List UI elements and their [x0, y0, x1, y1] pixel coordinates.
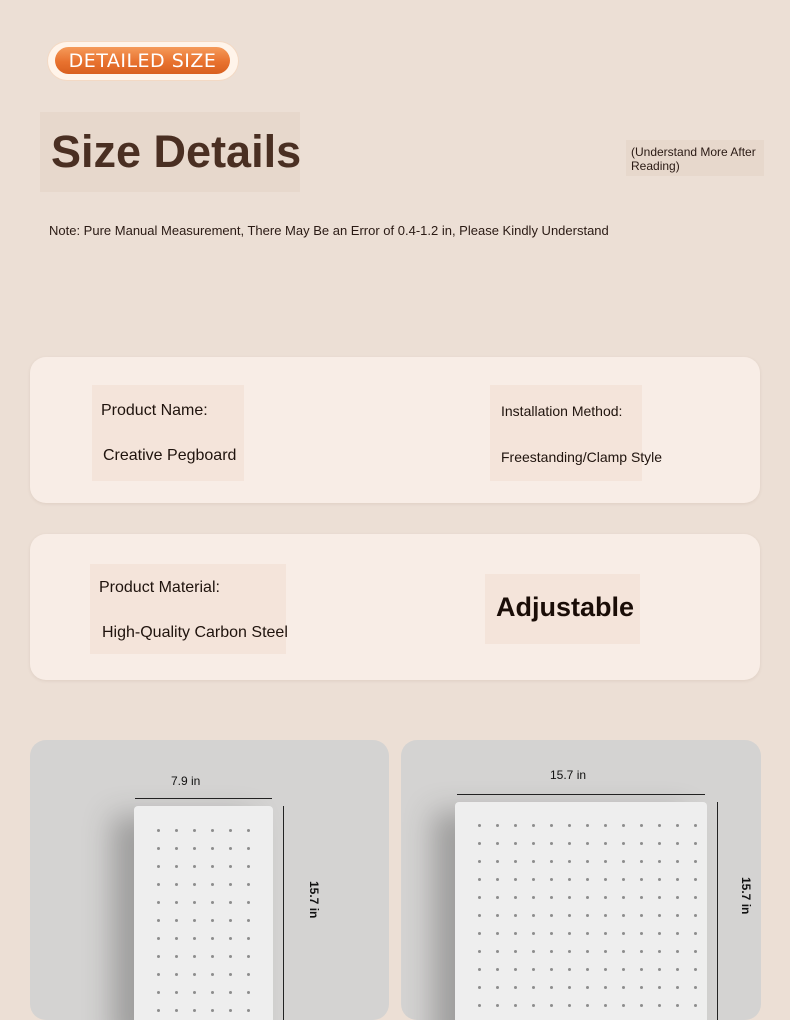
- info-card-name-installation: [30, 357, 760, 503]
- peg-hole: [229, 1009, 232, 1012]
- peg-hole: [568, 860, 571, 863]
- peg-hole: [478, 986, 481, 989]
- peg-hole: [550, 950, 553, 953]
- peg-hole: [694, 950, 697, 953]
- peg-hole: [622, 896, 625, 899]
- peg-hole: [676, 986, 679, 989]
- peg-hole: [532, 896, 535, 899]
- peg-hole: [532, 1004, 535, 1007]
- peg-hole: [640, 986, 643, 989]
- peg-hole: [175, 955, 178, 958]
- peg-hole: [247, 847, 250, 850]
- peg-hole: [175, 991, 178, 994]
- peg-hole: [676, 950, 679, 953]
- peg-hole: [694, 968, 697, 971]
- peg-hole: [694, 932, 697, 935]
- peg-hole: [157, 883, 160, 886]
- peg-hole: [193, 865, 196, 868]
- peg-hole: [640, 968, 643, 971]
- peg-hole: [514, 824, 517, 827]
- peg-hole: [658, 896, 661, 899]
- peg-hole: [658, 1004, 661, 1007]
- peg-hole: [604, 842, 607, 845]
- peg-hole: [211, 955, 214, 958]
- peg-hole: [193, 919, 196, 922]
- peg-hole: [694, 878, 697, 881]
- peg-hole: [211, 865, 214, 868]
- peg-hole: [247, 955, 250, 958]
- peg-hole: [193, 829, 196, 832]
- peg-hole: [658, 968, 661, 971]
- peg-hole: [514, 914, 517, 917]
- peg-hole: [676, 860, 679, 863]
- peg-hole: [586, 842, 589, 845]
- peg-hole: [694, 842, 697, 845]
- peg-hole: [229, 883, 232, 886]
- small-width-label: 7.9 in: [171, 774, 201, 788]
- large-height-label: 15.7 in: [739, 877, 753, 915]
- page-subtitle: (Understand More After Reading): [631, 145, 756, 173]
- peg-hole: [694, 986, 697, 989]
- installation-method-value: Freestanding/Clamp Style: [501, 449, 663, 465]
- peg-hole: [193, 991, 196, 994]
- peg-hole: [640, 860, 643, 863]
- adjustable-feature: Adjustable: [496, 592, 635, 622]
- peg-hole: [622, 824, 625, 827]
- peg-hole: [604, 932, 607, 935]
- small-width-line: [135, 798, 272, 799]
- peg-hole: [496, 914, 499, 917]
- peg-hole: [211, 847, 214, 850]
- peg-hole: [157, 901, 160, 904]
- peg-hole: [658, 878, 661, 881]
- small-height-line: [283, 806, 284, 1020]
- peg-hole: [229, 955, 232, 958]
- peg-hole: [229, 991, 232, 994]
- peg-hole: [568, 932, 571, 935]
- peg-hole: [478, 932, 481, 935]
- peg-hole: [247, 991, 250, 994]
- peg-hole: [247, 883, 250, 886]
- peg-hole: [676, 878, 679, 881]
- peg-hole: [211, 919, 214, 922]
- peg-hole: [532, 950, 535, 953]
- peg-hole: [478, 878, 481, 881]
- peg-hole: [604, 896, 607, 899]
- peg-hole: [247, 973, 250, 976]
- peg-hole: [496, 896, 499, 899]
- peg-hole: [550, 968, 553, 971]
- peg-hole: [550, 896, 553, 899]
- peg-hole: [586, 968, 589, 971]
- peg-hole: [211, 937, 214, 940]
- badge-label: DETAILED SIZE: [55, 47, 230, 74]
- peg-hole: [211, 1009, 214, 1012]
- peg-hole: [586, 950, 589, 953]
- peg-hole: [550, 1004, 553, 1007]
- info-card-material: [30, 534, 760, 680]
- peg-hole: [478, 950, 481, 953]
- peg-hole: [550, 860, 553, 863]
- peg-hole: [568, 824, 571, 827]
- peg-hole: [640, 1004, 643, 1007]
- large-width-label: 15.7 in: [550, 768, 587, 782]
- peg-hole: [568, 1004, 571, 1007]
- peg-hole: [229, 919, 232, 922]
- peg-hole: [676, 842, 679, 845]
- peg-hole: [157, 955, 160, 958]
- peg-hole: [211, 973, 214, 976]
- peg-hole: [496, 1004, 499, 1007]
- peg-hole: [640, 914, 643, 917]
- peg-hole: [157, 865, 160, 868]
- peg-hole: [568, 950, 571, 953]
- peg-hole: [496, 986, 499, 989]
- peg-hole: [478, 842, 481, 845]
- peg-hole: [478, 914, 481, 917]
- peg-hole: [550, 986, 553, 989]
- peg-hole: [622, 914, 625, 917]
- peg-hole: [175, 919, 178, 922]
- installation-method-label: Installation Method:: [501, 403, 623, 419]
- peg-hole: [532, 968, 535, 971]
- peg-hole: [211, 991, 214, 994]
- peg-hole: [514, 860, 517, 863]
- peg-hole: [193, 901, 196, 904]
- product-material-label: Product Material:: [99, 579, 220, 596]
- measurement-note: Note: Pure Manual Measurement, There May Be an Error of 0.4-1.2 in, Please Kindly Understand: [49, 223, 609, 238]
- peg-hole: [478, 824, 481, 827]
- peg-hole: [157, 973, 160, 976]
- peg-hole: [568, 968, 571, 971]
- peg-hole: [676, 824, 679, 827]
- peg-hole: [568, 914, 571, 917]
- peg-hole: [676, 896, 679, 899]
- peg-hole: [532, 932, 535, 935]
- peg-hole: [496, 968, 499, 971]
- peg-hole: [586, 1004, 589, 1007]
- peg-hole: [175, 937, 178, 940]
- peg-hole: [586, 896, 589, 899]
- peg-hole: [496, 860, 499, 863]
- peg-hole: [604, 968, 607, 971]
- peg-hole: [586, 878, 589, 881]
- peg-hole: [193, 955, 196, 958]
- peg-hole: [694, 896, 697, 899]
- peg-hole: [658, 950, 661, 953]
- peg-hole: [604, 1004, 607, 1007]
- peg-hole: [247, 1009, 250, 1012]
- peg-hole: [622, 950, 625, 953]
- peg-hole: [658, 860, 661, 863]
- peg-hole: [175, 865, 178, 868]
- peg-hole: [157, 937, 160, 940]
- peg-hole: [175, 1009, 178, 1012]
- peg-hole: [514, 896, 517, 899]
- peg-hole: [532, 878, 535, 881]
- peg-hole: [658, 932, 661, 935]
- peg-hole: [211, 901, 214, 904]
- peg-hole: [550, 824, 553, 827]
- peg-hole: [514, 842, 517, 845]
- peg-hole: [622, 932, 625, 935]
- peg-hole: [157, 847, 160, 850]
- peg-hole: [478, 1004, 481, 1007]
- large-height-line: [717, 802, 718, 1020]
- peg-hole: [496, 950, 499, 953]
- peg-hole: [514, 1004, 517, 1007]
- peg-hole: [568, 878, 571, 881]
- peg-hole: [568, 896, 571, 899]
- peg-hole: [157, 919, 160, 922]
- peg-hole: [640, 842, 643, 845]
- peg-hole: [694, 1004, 697, 1007]
- peg-hole: [229, 937, 232, 940]
- peg-hole: [586, 932, 589, 935]
- peg-hole: [622, 968, 625, 971]
- detailed-size-badge: [48, 42, 238, 80]
- product-material-value: High-Quality Carbon Steel: [102, 624, 288, 641]
- product-name-value: Creative Pegboard: [103, 447, 237, 464]
- peg-hole: [193, 1009, 196, 1012]
- pegboard-large-photo: [401, 740, 761, 1020]
- peg-hole: [175, 829, 178, 832]
- peg-hole: [622, 986, 625, 989]
- peg-hole: [694, 914, 697, 917]
- peg-hole: [640, 824, 643, 827]
- peg-hole: [622, 842, 625, 845]
- peg-hole: [247, 937, 250, 940]
- peg-hole: [604, 824, 607, 827]
- peg-hole: [175, 973, 178, 976]
- peg-hole: [550, 842, 553, 845]
- peg-hole: [496, 824, 499, 827]
- peg-hole: [478, 896, 481, 899]
- product-name-label: Product Name:: [101, 402, 208, 419]
- peg-hole: [604, 914, 607, 917]
- peg-hole: [175, 847, 178, 850]
- peg-hole: [568, 842, 571, 845]
- peg-hole: [586, 914, 589, 917]
- peg-hole: [658, 914, 661, 917]
- peg-hole: [193, 883, 196, 886]
- peg-hole: [157, 829, 160, 832]
- peg-hole: [193, 973, 196, 976]
- peg-hole: [568, 986, 571, 989]
- peg-hole: [658, 842, 661, 845]
- peg-hole: [175, 883, 178, 886]
- peg-hole: [247, 901, 250, 904]
- peg-hole: [211, 829, 214, 832]
- peg-hole: [640, 950, 643, 953]
- peg-hole: [550, 914, 553, 917]
- peg-hole: [586, 824, 589, 827]
- peg-hole: [604, 950, 607, 953]
- peg-hole: [586, 986, 589, 989]
- peg-hole: [514, 878, 517, 881]
- peg-hole: [229, 847, 232, 850]
- peg-hole: [676, 968, 679, 971]
- peg-hole: [532, 824, 535, 827]
- peg-hole: [496, 842, 499, 845]
- cell-backdrop: [490, 385, 642, 481]
- peg-hole: [532, 914, 535, 917]
- peg-hole: [622, 878, 625, 881]
- peg-hole: [532, 860, 535, 863]
- peg-hole: [496, 878, 499, 881]
- peg-hole: [514, 986, 517, 989]
- peg-hole: [550, 878, 553, 881]
- peg-hole: [247, 865, 250, 868]
- peg-hole: [604, 878, 607, 881]
- peg-hole: [676, 914, 679, 917]
- peg-hole: [640, 932, 643, 935]
- peg-hole: [532, 842, 535, 845]
- pegboard-small-photo: [30, 740, 389, 1020]
- cell-backdrop: [92, 385, 244, 481]
- peg-hole: [640, 896, 643, 899]
- peg-hole: [694, 860, 697, 863]
- page-title: Size Details: [51, 126, 302, 177]
- peg-hole: [622, 1004, 625, 1007]
- peg-hole: [622, 860, 625, 863]
- peg-hole: [478, 968, 481, 971]
- peg-hole: [550, 932, 553, 935]
- peg-hole: [514, 950, 517, 953]
- small-height-label: 15.7 in: [307, 881, 321, 919]
- peg-hole: [658, 824, 661, 827]
- peg-hole: [157, 1009, 160, 1012]
- peg-hole: [478, 860, 481, 863]
- small-pegboard: [134, 806, 273, 1020]
- peg-hole: [532, 986, 535, 989]
- peg-hole: [676, 932, 679, 935]
- peg-hole: [229, 973, 232, 976]
- peg-hole: [175, 901, 178, 904]
- peg-hole: [211, 883, 214, 886]
- peg-hole: [604, 986, 607, 989]
- peg-hole: [193, 847, 196, 850]
- peg-hole: [229, 865, 232, 868]
- peg-hole: [193, 937, 196, 940]
- peg-hole: [496, 932, 499, 935]
- peg-hole: [604, 860, 607, 863]
- peg-hole: [676, 1004, 679, 1007]
- peg-hole: [640, 878, 643, 881]
- peg-hole: [694, 824, 697, 827]
- peg-hole: [514, 968, 517, 971]
- peg-hole: [658, 986, 661, 989]
- peg-hole: [586, 860, 589, 863]
- peg-hole: [229, 901, 232, 904]
- peg-hole: [157, 991, 160, 994]
- peg-hole: [514, 932, 517, 935]
- peg-hole: [229, 829, 232, 832]
- peg-hole: [247, 919, 250, 922]
- large-width-line: [457, 794, 705, 795]
- peg-hole: [247, 829, 250, 832]
- large-pegboard: [455, 802, 707, 1020]
